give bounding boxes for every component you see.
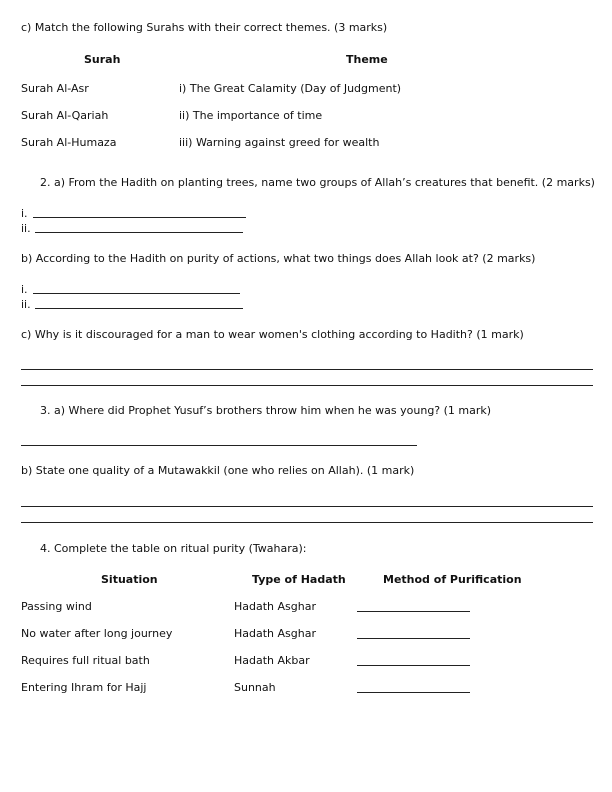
type-column-header: Type of Hadath <box>252 573 346 586</box>
situation-cell: Passing wind <box>21 600 92 613</box>
answer-label-ii: ii. <box>21 222 31 235</box>
section-c-prompt: c) Match the following Surahs with their correct themes. (3 marks) <box>21 21 388 34</box>
hadath-type-cell: Hadath Asghar <box>234 627 316 640</box>
situation-cell: Entering Ihram for Hajj <box>21 681 147 694</box>
answer-line-2b-i[interactable] <box>33 293 240 294</box>
answer-line-3b-1[interactable] <box>21 506 593 507</box>
hadath-type-cell: Hadath Asghar <box>234 600 316 613</box>
surah-cell: Surah Al-Humaza <box>21 136 117 149</box>
theme-column-header: Theme <box>346 53 388 66</box>
answer-line-3b-2[interactable] <box>21 522 593 523</box>
question-4-text: 4. Complete the table on ritual purity (Twahara): <box>40 542 307 555</box>
question-3b-text: b) State one quality of a Mutawakkil (one who relies on Allah). (1 mark) <box>21 464 415 477</box>
situation-column-header: Situation <box>101 573 158 586</box>
answer-line-2a-i[interactable] <box>33 217 246 218</box>
hadath-type-cell: Hadath Akbar <box>234 654 310 667</box>
situation-cell: No water after long journey <box>21 627 173 640</box>
answer-line-2a-ii[interactable] <box>35 232 243 233</box>
answer-label-i: i. <box>21 207 28 220</box>
situation-cell: Requires full ritual bath <box>21 654 150 667</box>
method-column-header: Method of Purification <box>383 573 522 586</box>
method-answer-line[interactable] <box>357 692 470 693</box>
answer-label-ii: ii. <box>21 298 31 311</box>
answer-line-3a[interactable] <box>21 445 417 446</box>
theme-cell: ii) The importance of time <box>179 109 323 122</box>
answer-label-i: i. <box>21 283 28 296</box>
method-answer-line[interactable] <box>357 638 470 639</box>
hadath-type-cell: Sunnah <box>234 681 276 694</box>
question-2a-text: 2. a) From the Hadith on planting trees, name two groups of Allah’s creatures that benefit. (2 marks) <box>40 176 595 189</box>
method-answer-line[interactable] <box>357 611 470 612</box>
surah-column-header: Surah <box>84 53 121 66</box>
surah-cell: Surah Al-Asr <box>21 82 89 95</box>
answer-line-2c-1[interactable] <box>21 369 593 370</box>
question-2c-text: c) Why is it discouraged for a man to wear women's clothing according to Hadith? (1 mark) <box>21 328 524 341</box>
question-2b-text: b) According to the Hadith on purity of actions, what two things does Allah look at? (2 marks) <box>21 252 536 265</box>
method-answer-line[interactable] <box>357 665 470 666</box>
question-3a-text: 3. a) Where did Prophet Yusuf’s brothers throw him when he was young? (1 mark) <box>40 404 492 417</box>
answer-line-2c-2[interactable] <box>21 385 593 386</box>
theme-cell: i) The Great Calamity (Day of Judgment) <box>179 82 402 95</box>
theme-cell: iii) Warning against greed for wealth <box>179 136 380 149</box>
answer-line-2b-ii[interactable] <box>35 308 243 309</box>
surah-cell: Surah Al-Qariah <box>21 109 109 122</box>
